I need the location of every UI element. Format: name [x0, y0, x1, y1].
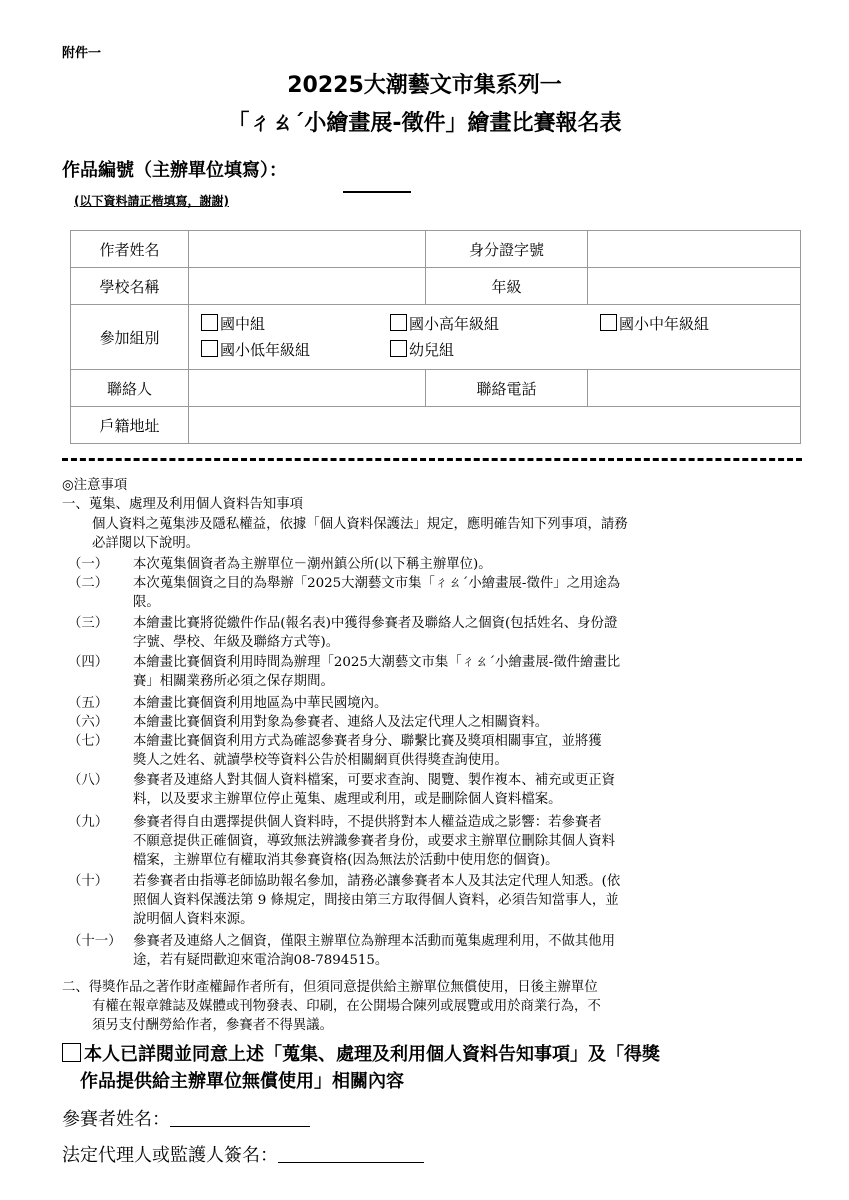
section2-line: 二、得獎作品之著作財產權歸作者所有，但須同意提供給主辦單位無償使用，日後主辦單位: [62, 980, 598, 995]
note-item-number: （六）: [68, 715, 109, 730]
note-item-number: （八）: [68, 773, 109, 788]
guardian-signature-label: 法定代理人或監護人簽名：: [62, 1145, 278, 1166]
checkbox[interactable]: [390, 314, 407, 331]
intro-line: 個人資料之蒐集涉及隱私權益，依據「個人資料保護法」規定，應明確告知下列事項，請務: [92, 517, 628, 532]
group-options: [189, 305, 801, 370]
group-label: 參加組別: [71, 305, 189, 370]
group-option[interactable]: 幼兒組: [390, 337, 454, 363]
work-number-field[interactable]: [343, 191, 411, 193]
guardian-signature-field[interactable]: [278, 1144, 424, 1163]
note-item-text: 料，以及要求主辦單位停止蒐集、處理或利用，或是刪除個人資料檔案。: [133, 792, 562, 807]
note-item-text: 限。: [133, 595, 160, 610]
checkbox[interactable]: [600, 314, 617, 331]
note-item-number: （十）: [68, 874, 109, 889]
section2-line: 有權在報章雜誌及媒體或刊物發表、印刷，在公開場合陳列或展覽或用於商業行為，不: [92, 999, 601, 1014]
note-item-text: 字號、學校、年級及聯絡方式等)。: [133, 635, 340, 650]
group-option[interactable]: 國小高年級組: [390, 311, 499, 337]
author-name-field[interactable]: [189, 231, 426, 268]
note-item-text: 本繪畫比賽個資利用方式為確認參賽者身分、聯繫比賽及獎項相關事宜，並將獲: [133, 734, 602, 749]
note-item-text: 照個人資料保護法第 9 條規定，間接由第三方取得個人資料，必須告知當事人，並: [133, 893, 619, 908]
section1-title: 一、蒐集、處理及利用個人資料告知事項: [62, 497, 304, 512]
note-item-text: 不願意提供正確個資，導致無法辨識參賽者身份，或要求主辦單位刪除其個人資料: [133, 834, 616, 849]
checkbox[interactable]: [201, 314, 218, 331]
participant-name-field[interactable]: [170, 1108, 310, 1127]
contact-phone-label: 聯絡電話: [426, 370, 588, 407]
checkbox[interactable]: [201, 340, 218, 357]
note-item-text: 本繪畫比賽個資利用地區為中華民國境內。: [133, 696, 388, 711]
note-item-number: （二）: [68, 576, 109, 591]
agreement-line: 作品提供給主辦單位無償使用」相關內容: [80, 1071, 404, 1092]
note-item-number: （四）: [68, 655, 109, 670]
address-field[interactable]: [189, 407, 801, 444]
intro-line: 必詳閱以下說明。: [92, 536, 200, 551]
group-option[interactable]: 國小中年級組: [600, 311, 709, 337]
school-name-field[interactable]: [189, 268, 426, 305]
grade-label: 年級: [426, 268, 588, 305]
participant-signature-row: [62, 1105, 310, 1131]
note-item-text: 參賽者及連絡人對其個人資料檔案，可要求查詢、閱覽、製作複本、補充或更正資: [133, 773, 616, 788]
note-item-text: 途，若有疑問歡迎來電洽詢08-7894515。: [133, 953, 389, 968]
agreement-line: 本人已詳閱並同意上述「蒐集、處理及利用個人資料告知事項」及「得獎: [62, 1040, 660, 1066]
note-item-number: （五）: [68, 696, 109, 711]
note-item-number: （十一）: [68, 934, 122, 949]
note-item-text: 賽」相關業務所必須之保存期間。: [133, 674, 334, 689]
note-item-text: 本繪畫比賽個資利用時間為辦理「2025大潮藝文市集「ㄔㄠˊ小繪畫展-徵件繪畫比: [133, 655, 621, 670]
dashed-divider: [62, 458, 802, 461]
participant-name-label: 參賽者姓名：: [62, 1109, 170, 1130]
checkbox[interactable]: [390, 340, 407, 357]
school-name-label: 學校名稱: [71, 268, 189, 305]
note-item-number: （七）: [68, 734, 109, 749]
registration-form: [70, 230, 801, 444]
note-item-text: 參賽者得自由選擇提供個人資料時，不提供將對本人權益造成之影響：若參賽者: [133, 815, 602, 830]
contact-person-field[interactable]: [189, 370, 426, 407]
id-number-field[interactable]: [588, 231, 801, 268]
notes-heading: ◎注意事項: [62, 478, 128, 493]
note-item-text: 本次蒐集個資之目的為舉辦「2025大潮藝文市集「ㄔㄠˊ小繪畫展-徵件」之用途為: [133, 576, 621, 591]
note-item-number: （九）: [68, 815, 109, 830]
page-subtitle: 「ㄔㄠˊ小繪畫展-徵件」繪畫比賽報名表: [227, 111, 622, 136]
group-option[interactable]: 國小低年級組: [201, 337, 310, 363]
note-item-text: 本繪畫比賽個資利用對象為參賽者、連絡人及法定代理人之相關資料。: [133, 715, 549, 730]
contact-person-label: 聯絡人: [71, 370, 189, 407]
contact-phone-field[interactable]: [588, 370, 801, 407]
fill-note: (以下資料請正楷填寫，謝謝): [74, 194, 229, 208]
section2-line: 須另支付酬勞給作者，參賽者不得異議。: [92, 1018, 334, 1033]
address-label: 戶籍地址: [71, 407, 189, 444]
note-item-text: 本次蒐集個資者為主辦單位－潮州鎮公所(以下稱主辦單位)。: [133, 557, 492, 572]
guardian-signature-row: [62, 1141, 424, 1167]
note-item-text: 若參賽者由指導老師協助報名參加，請務必讓參賽者本人及其法定代理人知悉。(依: [133, 874, 621, 889]
note-item-number: （一）: [68, 557, 109, 572]
agreement-checkbox[interactable]: [62, 1043, 81, 1062]
note-item-text: 參賽者及連絡人之個資，僅限主辦單位為辦理本活動而蒐集處理利用，不做其他用: [133, 934, 616, 949]
work-number-label: 作品編號（主辦單位填寫）：: [62, 160, 287, 181]
note-item-text: 獎人之姓名、就讀學校等資料公告於相關網頁供得獎查詢使用。: [133, 753, 508, 768]
note-item-text: 檔案，主辦單位有權取消其參賽資格(因為無法於活動中使用您的個資)。: [133, 853, 559, 868]
group-option[interactable]: 國中組: [201, 311, 265, 337]
id-number-label: 身分證字號: [426, 231, 588, 268]
note-item-text: 說明個人資料來源。: [133, 912, 254, 927]
grade-field[interactable]: [588, 268, 801, 305]
note-item-number: （三）: [68, 616, 109, 631]
author-name-label: 作者姓名: [71, 231, 189, 268]
annex-label: 附件一: [62, 46, 102, 61]
note-item-text: 本繪畫比賽將從繳件作品(報名表)中獲得參賽者及聯絡人之個資(包括姓名、身份證: [133, 616, 618, 631]
page-title: 20225大潮藝文市集系列一: [287, 73, 562, 98]
